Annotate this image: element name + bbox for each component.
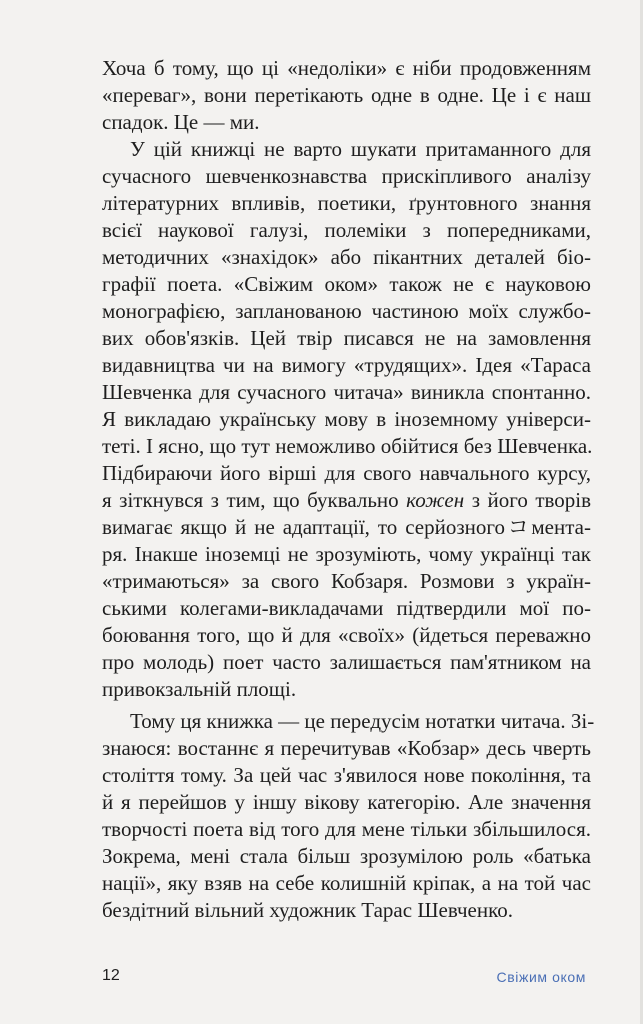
text-line: вимагає якщо й не адаптації, то серйозногоコмента- bbox=[102, 515, 591, 539]
text-line: теті. І ясно, що тут неможливо обійтися без Шевченка. bbox=[102, 434, 593, 458]
text-segment: я зіткнувся з тим, що буквально bbox=[102, 488, 399, 512]
emphasized-word: кожен bbox=[406, 488, 465, 512]
text-line: вих обов'язків. Цей твір писався не на замовлення bbox=[102, 326, 591, 350]
text-line: Підбираючи його вірші для свого навчального курсу, bbox=[102, 461, 591, 485]
text-line: Шевченка для сучасного читача» виникла спонтанно. bbox=[102, 380, 591, 404]
text-line: боювання того, що й для «своїх» (йдеться переважно bbox=[102, 623, 591, 647]
running-title: Свіжим оком bbox=[496, 969, 586, 985]
text-line: спадок. Це — ми. bbox=[102, 110, 260, 134]
text-line: привокзальній площі. bbox=[102, 677, 297, 701]
text-line: літературних впливів, поетики, ґрунтовного знання bbox=[102, 191, 591, 215]
text-line: й я перейшов у іншу вікову категорію. Але значення bbox=[102, 790, 591, 814]
text-segment: з його творів bbox=[471, 488, 592, 512]
text-line: видавництва чи на вимогу «трудящих». Ідея «Тараса bbox=[102, 353, 591, 377]
text-line: творчості поета від того для мене тільки збільшилося. bbox=[102, 817, 591, 841]
text-line: всієї наукової галузі, полеміки з попередниками, bbox=[102, 218, 591, 242]
text-line: століття тому. За цей час з'явилося нове покоління, та bbox=[102, 763, 591, 787]
text-line: Хоча б тому, що ці «недоліки» є ніби продовженням bbox=[102, 56, 591, 80]
text-line: методичних «знахідок» або пікантних деталей біо- bbox=[102, 245, 591, 269]
page-number: 12 bbox=[102, 967, 120, 984]
text-line: бездітний вільний художник Тарас Шевченко. bbox=[102, 898, 513, 922]
text-line: ськими колегами-викладачами підтвердили мої по- bbox=[102, 596, 591, 620]
text-line: ря. Інакше іноземці не зрозуміють, чому українці так bbox=[102, 542, 591, 566]
text-line: знаюся: востаннє я перечитував «Кобзар» десь чверть bbox=[102, 736, 591, 760]
text-line-with-emphasis bbox=[102, 487, 591, 513]
text-line: монографією, запланованою частиною моїх службо- bbox=[102, 299, 591, 323]
text-line: Я викладаю українську мову в іноземному універси- bbox=[102, 407, 591, 431]
text-line: про молодь) поет часто залишається пам'ятником на bbox=[102, 650, 591, 674]
text-line: «переваг», вони перетікають одне в одне. Це і є наш bbox=[102, 83, 591, 107]
text-line: сучасного шевченкознавства прискіпливого аналізу bbox=[102, 164, 591, 188]
text-line: графії поета. «Свіжим оком» також не є науковою bbox=[102, 272, 591, 296]
text-line: нації», яку взяв на себе колишній кріпак, а на той час bbox=[102, 871, 591, 895]
text-line: У цій книжці не варто шукати притаманного для bbox=[130, 137, 591, 161]
text-line: «тримаються» за свого Кобзаря. Розмови з україн- bbox=[102, 569, 591, 593]
text-line: Зокрема, мені стала більш зрозумілою роль «батька bbox=[102, 844, 591, 868]
text-line: Тому ця книжка — це передусім нотатки читача. Зі- bbox=[130, 709, 595, 733]
